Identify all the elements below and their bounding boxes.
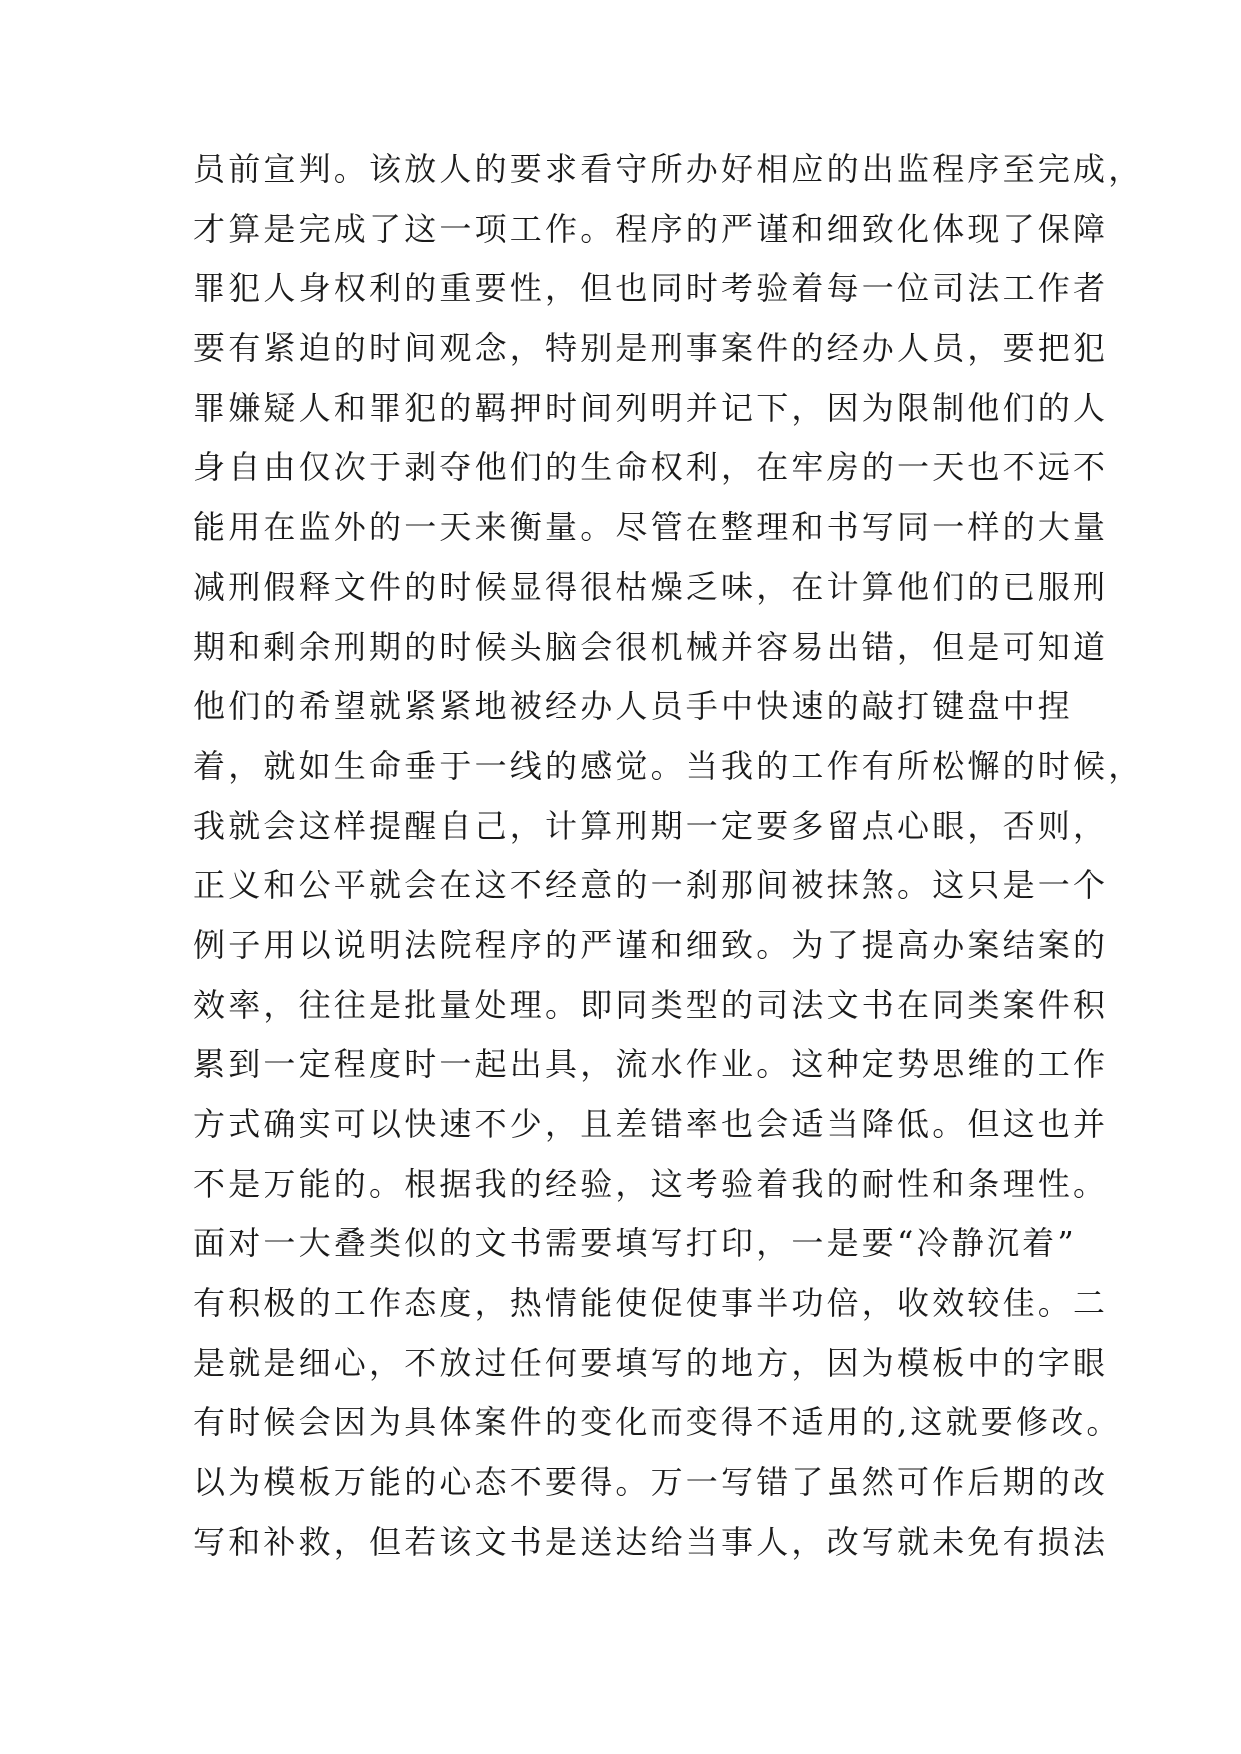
text-line: 着，就如生命垂于一线的感觉。当我的工作有所松懈的时候， bbox=[193, 746, 1144, 785]
text-line: 我就会这样提醒自己，计算刑期一定要多留点心眼，否则， bbox=[193, 806, 1109, 845]
text-line: 要有紧迫的时间观念，特别是刑事案件的经办人员，要把犯 bbox=[193, 329, 1109, 368]
text-line: 方式确实可以快速不少，且差错率也会适当降低。但这也并 bbox=[193, 1105, 1109, 1143]
text-line: 是就是细心，不放过任何要填写的地方，因为模板中的字眼 bbox=[193, 1343, 1109, 1382]
text-line: 有积极的工作态度，热情能使促使事半功倍，收效较佳。二 bbox=[193, 1284, 1109, 1323]
text-line: 累到一定程度时一起出具，流水作业。这种定势思维的工作 bbox=[193, 1045, 1109, 1084]
text-line: 效率，往往是批量处理。即同类型的司法文书在同类案件积 bbox=[193, 985, 1109, 1024]
text-line: 正义和公平就会在这不经意的一刹那间被抹煞。这只是一个 bbox=[193, 866, 1109, 905]
text-line: 减刑假释文件的时候显得很枯燥乏味，在计算他们的已服刑 bbox=[193, 567, 1109, 606]
text-line: 写和补救，但若该文书是送达给当事人，改写就未免有损法 bbox=[193, 1522, 1109, 1561]
text-line: 他们的希望就紧紧地被经办人员手中快速的敲打键盘中捏 bbox=[193, 687, 1074, 726]
text-line: 以为模板万能的心态不要得。万一写错了虽然可作后期的改 bbox=[193, 1463, 1109, 1502]
text-line: 期和剩余刑期的时候头脑会很机械并容易出错，但是可知道 bbox=[193, 627, 1109, 666]
text-line: 员前宣判。该放人的要求看守所办好相应的出监程序至完成， bbox=[193, 150, 1144, 188]
body-text bbox=[193, 140, 1144, 1573]
text-line: 例子用以说明法院程序的严谨和细致。为了提高办案结案的 bbox=[193, 925, 1109, 964]
text-line: 不是万能的。根据我的经验，这考验着我的耐性和条理性。 bbox=[193, 1164, 1109, 1203]
text-line: 身自由仅次于剥夺他们的生命权利，在牢房的一天也不远不 bbox=[193, 448, 1109, 487]
text-line: 才算是完成了这一项工作。程序的严谨和细致化体现了保障 bbox=[193, 209, 1109, 248]
text-line: 面对一大叠类似的文书需要填写打印，一是要“冷静沉着” bbox=[193, 1224, 1077, 1263]
text-line: 能用在监外的一天来衡量。尽管在整理和书写同一样的大量 bbox=[193, 508, 1109, 547]
text-line: 罪犯人身权利的重要性，但也同时考验着每一位司法工作者 bbox=[193, 269, 1109, 308]
text-line: 罪嫌疑人和罪犯的羁押时间列明并记下，因为限制他们的人 bbox=[193, 388, 1109, 427]
text-line: 有时候会因为具体案件的变化而变得不适用的,这就要修改。 bbox=[193, 1403, 1122, 1442]
